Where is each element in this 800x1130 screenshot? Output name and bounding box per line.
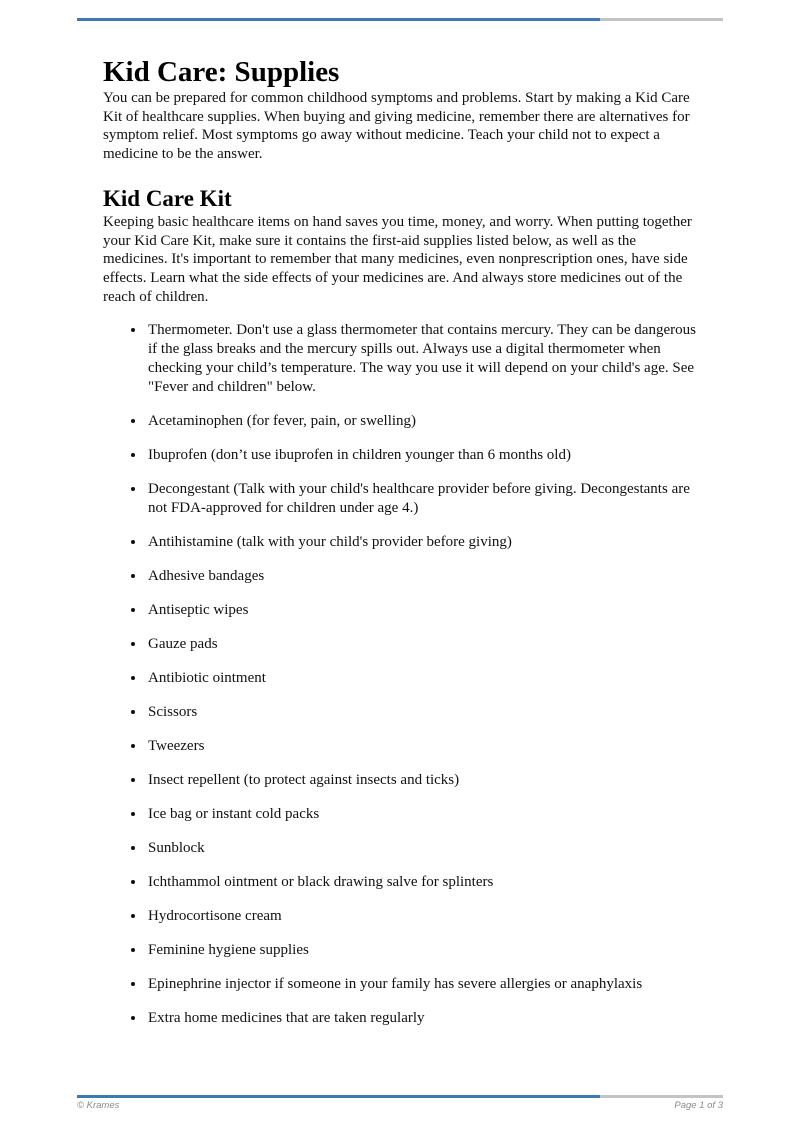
document-body bbox=[103, 0, 697, 1028]
list-item: • Insect repellent (to protect against insects and ticks) bbox=[146, 771, 697, 790]
list-item: • Sunblock bbox=[146, 839, 697, 858]
list-item: • Adhesive bandages bbox=[146, 567, 697, 586]
bottom-divider-rule bbox=[77, 1095, 723, 1098]
list-item: • Scissors bbox=[146, 703, 697, 722]
top-rule-gray-segment bbox=[600, 18, 723, 21]
page-title: Kid Care: Supplies bbox=[103, 56, 340, 88]
bottom-rule-gray-segment bbox=[600, 1095, 723, 1098]
page-footer bbox=[77, 1100, 723, 1111]
list-item: • Thermometer. Don't use a glass thermometer that contains mercury. They can be dangerous if the glass breaks and the mercury spills out. Always use a digital thermometer when checking your child’s temperature. The way you use it will depend on your child's age. See "Fever and children" below. bbox=[146, 321, 697, 397]
list-item: • Ice bag or instant cold packs bbox=[146, 805, 697, 824]
list-item: • Epinephrine injector if someone in your family has severe allergies or anaphylaxis bbox=[146, 975, 697, 994]
list-item: • Hydrocortisone cream bbox=[146, 907, 697, 926]
list-item: • Feminine hygiene supplies bbox=[146, 941, 697, 960]
copyright-text: © Krames bbox=[77, 1100, 120, 1111]
top-rule-blue-segment bbox=[77, 18, 600, 21]
section-heading-kid-care-kit: Kid Care Kit bbox=[103, 185, 232, 211]
section-description-paragraph: Keeping basic healthcare items on hand saves you time, money, and worry. When putting together your Kid Care Kit, make sure it contains the first-aid supplies listed below, as well as the medicines. It's important to remember that many medicines, even nonprescription ones, have side effects. Learn what the side effects of your medicines are. And always store medicines out of the reach of children. bbox=[103, 213, 692, 305]
bottom-rule-blue-segment bbox=[77, 1095, 600, 1098]
intro-paragraph: You can be prepared for common childhood symptoms and problems. Start by making a Kid Care Kit of healthcare supplies. When buying and giving medicine, remember there are alternatives for symptom relief. Most symptoms go away without medicine. Teach your child not to expect a medicine to be the answer. bbox=[103, 90, 690, 163]
list-item: • Gauze pads bbox=[146, 635, 697, 654]
list-item: • Antibiotic ointment bbox=[146, 669, 697, 688]
list-item: • Tweezers bbox=[146, 737, 697, 756]
list-item: • Ibuprofen (don’t use ibuprofen in children younger than 6 months old) bbox=[146, 446, 697, 465]
list-item: • Antihistamine (talk with your child's provider before giving) bbox=[146, 533, 697, 552]
list-item: • Extra home medicines that are taken regularly bbox=[146, 1009, 697, 1028]
list-item: • Ichthammol ointment or black drawing salve for splinters bbox=[146, 873, 697, 892]
top-divider-rule bbox=[77, 18, 723, 21]
supplies-list bbox=[103, 321, 697, 1028]
list-item: • Decongestant (Talk with your child's healthcare provider before giving. Decongestants are not FDA-approved for children under age 4.) bbox=[146, 480, 697, 518]
page-number-text: Page 1 of 3 bbox=[674, 1100, 723, 1111]
list-item: • Acetaminophen (for fever, pain, or swelling) bbox=[146, 412, 697, 431]
list-item: • Antiseptic wipes bbox=[146, 601, 697, 620]
